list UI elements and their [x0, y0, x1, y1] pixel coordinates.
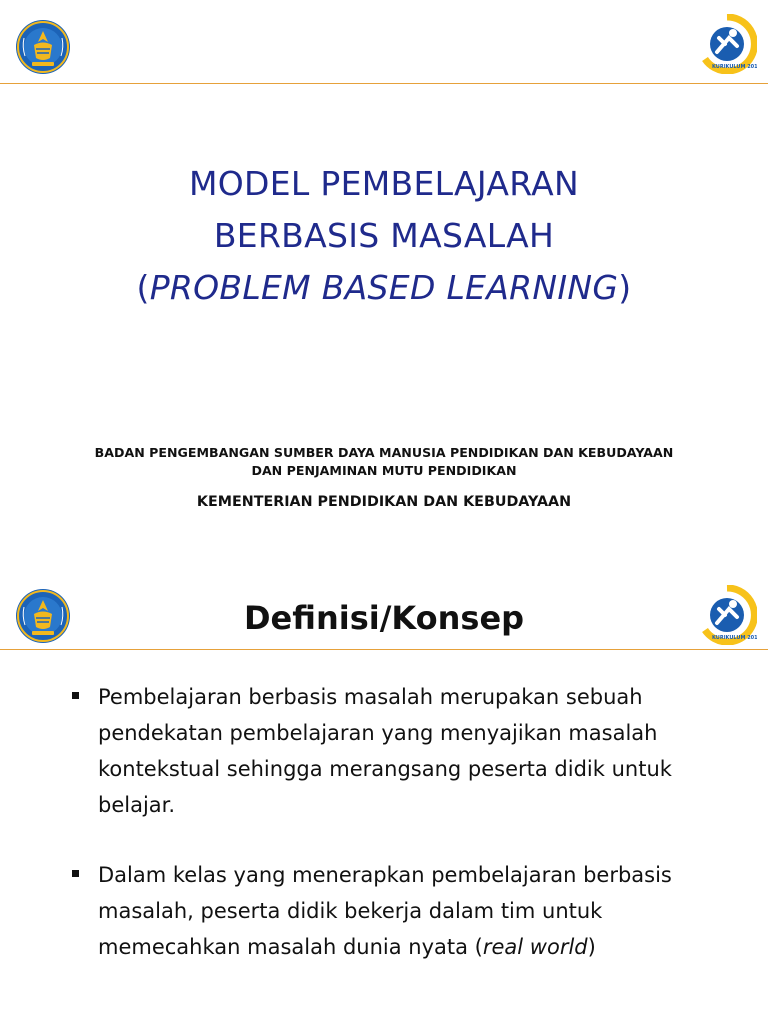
slide-title: [0, 158, 768, 314]
title-line-2: BERBASIS MASALAH: [213, 216, 555, 255]
bullet-list: [70, 679, 740, 999]
header-divider: [0, 83, 768, 84]
org-line-1: BADAN PENGEMBANGAN SUMBER DAYA MANUSIA PENDIDIKAN DAN KEBUDAYAAN: [94, 445, 674, 460]
k13-logo-text: KURIKULUM 2013: [712, 64, 757, 70]
bullet-square-icon: [72, 870, 79, 877]
bullet-text: Dalam kelas yang menerapkan pembelajaran berbasis masalah, peserta didik bekerja dalam tim untuk memecahkan masalah dunia nyata (real world): [98, 863, 672, 959]
definition-slide: [0, 569, 768, 1024]
header-divider: [0, 649, 768, 650]
slide-title: Definisi/Konsep: [243, 599, 525, 637]
bullet-italic: real world: [482, 935, 588, 959]
tut-wuri-handayani-emblem-icon: [14, 18, 72, 76]
k13-logo-text: KURIKULUM 2013: [712, 635, 757, 641]
title-italic: PROBLEM BASED LEARNING: [149, 268, 619, 307]
bullet-square-icon: [72, 692, 79, 699]
kurikulum-2013-logo-icon: [697, 14, 757, 74]
org-line-2: DAN PENJAMINAN MUTU PENDIDIKAN: [251, 463, 517, 478]
bullet-item: [70, 857, 740, 965]
ministry-name: KEMENTERIAN PENDIDIKAN DAN KEBUDAYAAN: [196, 494, 572, 510]
title-line-1: MODEL PEMBELAJARAN: [189, 164, 579, 203]
bullet-text: Pembelajaran berbasis masalah merupakan sebuah pendekatan pembelajaran yang menyajikan masalah kontekstual sehingga merangsang peserta didik untuk belajar.: [98, 685, 672, 817]
title-line-3: (PROBLEM BASED LEARNING): [136, 268, 632, 307]
bullet-item: [70, 679, 740, 823]
organization-name: [0, 444, 768, 480]
